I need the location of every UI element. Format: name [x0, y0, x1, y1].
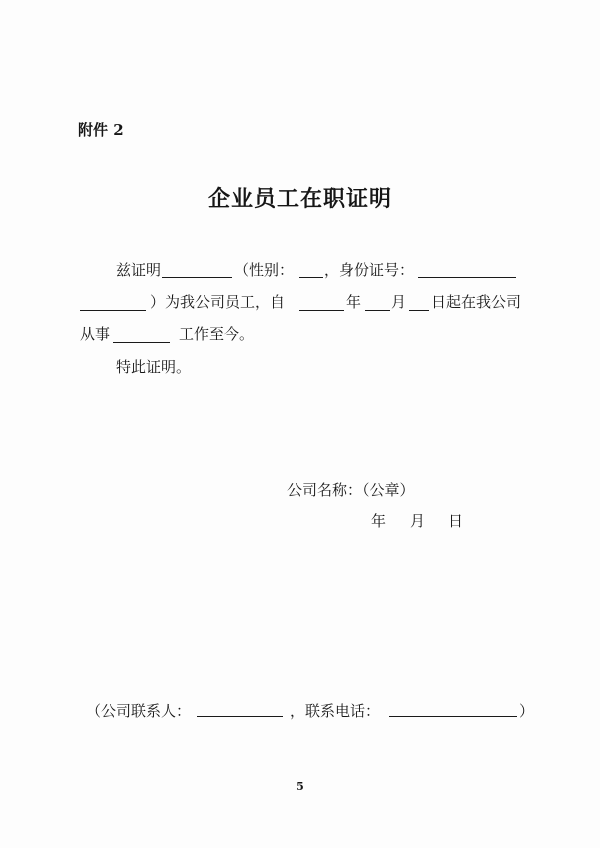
closing-statement: 特此证明。 — [116, 358, 192, 376]
contact-person-label: （公司联系人： — [86, 702, 192, 720]
contact-person-blank — [197, 716, 283, 717]
year-label: 年 — [346, 293, 362, 311]
id-number-blank-continued — [80, 310, 146, 311]
day-label: 日起在我公司 — [431, 293, 522, 311]
position-blank — [113, 342, 170, 343]
company-name-label: 公司名称：（公章） — [287, 481, 415, 499]
date-year: 年 — [371, 512, 387, 530]
date-month: 月 — [410, 512, 426, 530]
year-blank — [299, 310, 344, 311]
month-label: 月 — [391, 293, 407, 311]
contact-phone-label: ，联系电话： — [290, 702, 381, 720]
id-number-label: ，身份证号： — [324, 261, 415, 279]
position-prefix: 从事 — [80, 325, 111, 343]
gender-blank — [299, 277, 323, 278]
employee-since-label: ）为我公司员工，自 — [150, 293, 286, 311]
month-blank — [365, 310, 390, 311]
position-suffix: 工作至今。 — [179, 325, 255, 343]
name-blank — [162, 277, 232, 278]
document-title: 企业员工在职证明 — [207, 186, 392, 212]
id-number-blank — [418, 277, 516, 278]
page-number: 5 — [296, 780, 304, 793]
attachment-label: 附件 2 — [78, 121, 124, 139]
contact-close-paren: ） — [519, 702, 535, 720]
day-blank — [409, 310, 429, 311]
gender-label: （性别： — [234, 261, 295, 279]
certify-prefix: 兹证明 — [116, 261, 162, 279]
contact-phone-blank — [389, 716, 517, 717]
date-day: 日 — [448, 512, 464, 530]
